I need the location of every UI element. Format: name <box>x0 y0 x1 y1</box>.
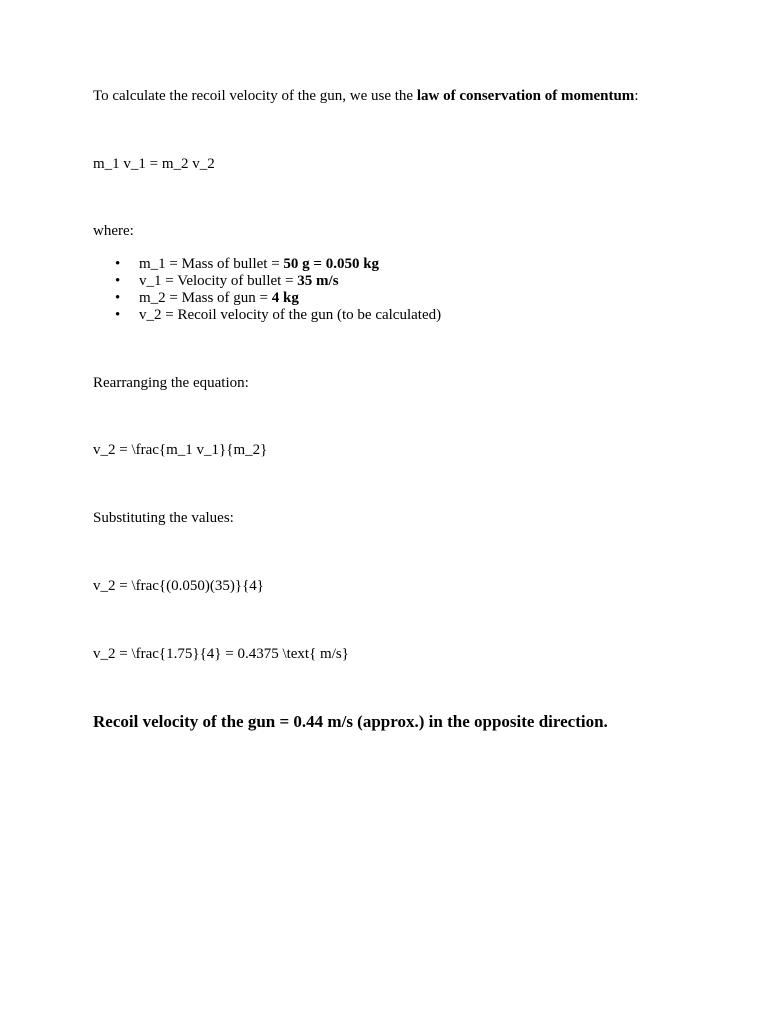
list-item <box>93 273 441 290</box>
rearranged-equation: v_2 = \frac{m_1 v_1}{m_2} <box>93 442 268 458</box>
rearranging-label: Rearranging the equation: <box>93 375 249 391</box>
intro-text-after: : <box>634 88 639 104</box>
list-item-prefix: m_2 = Mass of gun = <box>139 290 272 306</box>
intro-text-before: To calculate the recoil velocity of the gun, we use the <box>93 88 417 104</box>
where-label: where: <box>93 223 134 239</box>
list-item-prefix: v_1 = Velocity of bullet = <box>139 273 298 289</box>
result-equation: v_2 = \frac{1.75}{4} = 0.4375 \text{ m/s} <box>93 646 349 662</box>
list-item-bold: 35 m/s <box>297 273 339 289</box>
substituting-label: Substituting the values: <box>93 510 234 526</box>
list-item <box>93 307 441 324</box>
intro-paragraph <box>93 87 638 105</box>
list-item-prefix: v_2 = Recoil velocity of the gun (to be calculated) <box>139 307 442 323</box>
bullet-dot-icon: • <box>115 290 121 306</box>
bullet-dot-icon: • <box>115 273 121 289</box>
variable-list <box>93 256 441 324</box>
list-item-bold: 4 kg <box>271 290 299 306</box>
list-item-prefix: m_1 = Mass of bullet = <box>139 256 284 272</box>
bullet-dot-icon: • <box>115 256 121 272</box>
list-item-bold: 50 g = 0.050 kg <box>283 256 380 272</box>
momentum-equation: m_1 v_1 = m_2 v_2 <box>93 156 215 172</box>
list-item <box>93 290 441 307</box>
list-item <box>93 256 441 273</box>
substituted-equation: v_2 = \frac{(0.050)(35)}{4} <box>93 578 264 594</box>
bullet-dot-icon: • <box>115 307 121 323</box>
final-answer: Recoil velocity of the gun = 0.44 m/s (approx.) in the opposite direction. <box>93 712 608 731</box>
intro-bold-term: law of conservation of momentum <box>416 88 635 104</box>
